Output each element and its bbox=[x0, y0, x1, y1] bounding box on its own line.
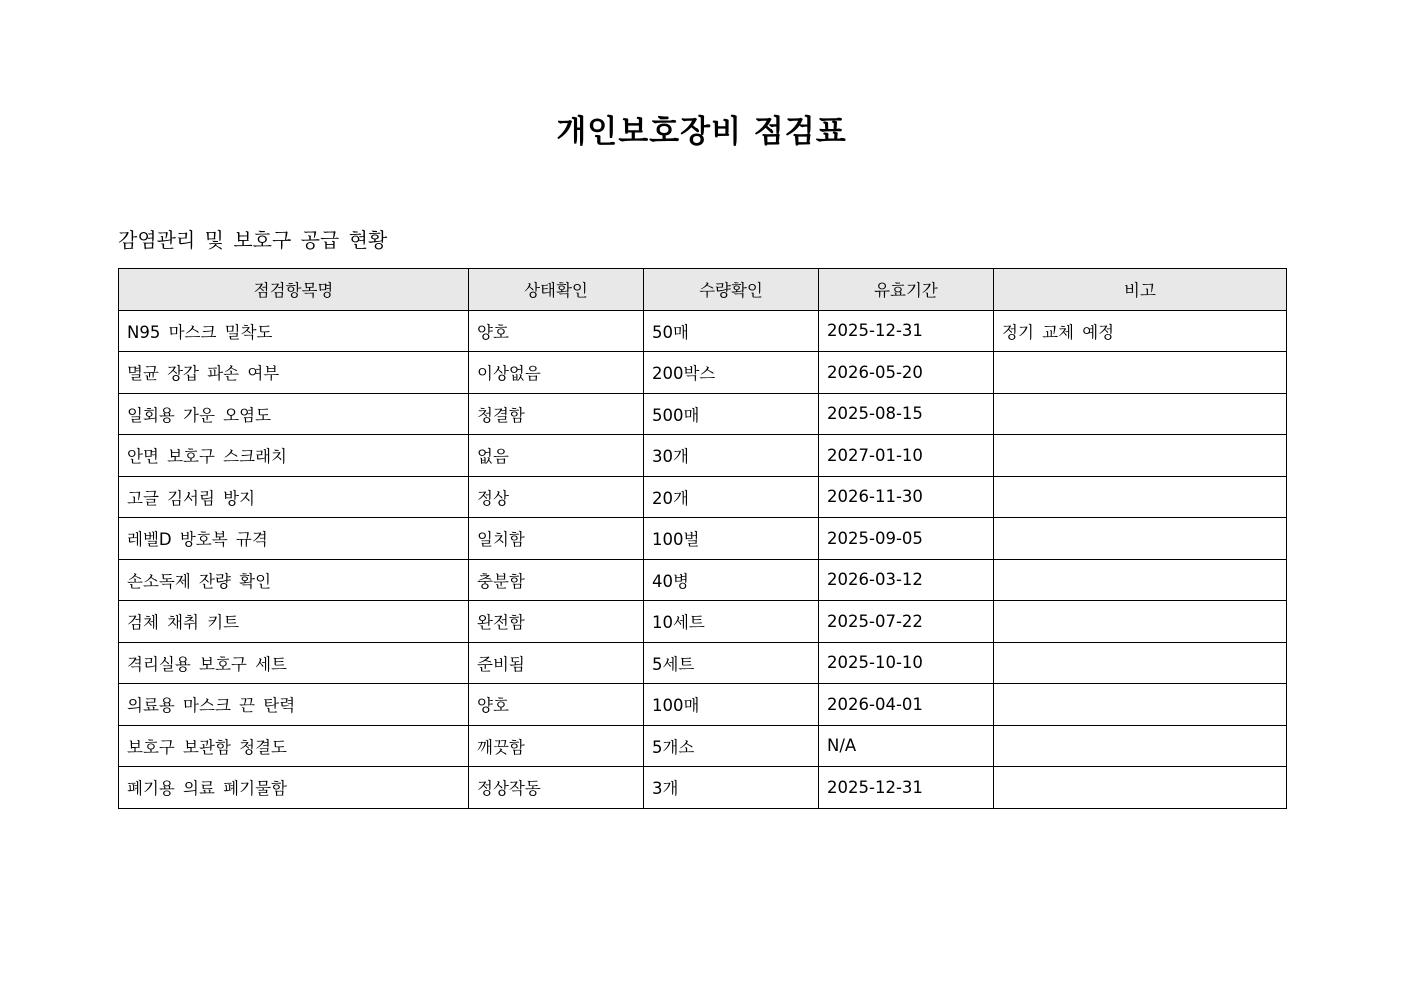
table-row bbox=[119, 310, 1287, 352]
cell-notes bbox=[994, 684, 1287, 726]
cell-status: 청결함 bbox=[469, 393, 644, 435]
cell-quantity: 20개 bbox=[644, 476, 819, 518]
table-body bbox=[119, 310, 1287, 808]
header-notes: 비고 bbox=[994, 269, 1287, 311]
table-row bbox=[119, 601, 1287, 643]
table-row bbox=[119, 559, 1287, 601]
cell-notes bbox=[994, 642, 1287, 684]
cell-quantity: 30개 bbox=[644, 435, 819, 477]
cell-item-name: 고글 김서림 방지 bbox=[119, 476, 469, 518]
cell-expiry: 2026-05-20 bbox=[819, 352, 994, 394]
cell-status: 이상없음 bbox=[469, 352, 644, 394]
cell-status: 깨끗함 bbox=[469, 725, 644, 767]
table-row bbox=[119, 518, 1287, 560]
cell-quantity: 200박스 bbox=[644, 352, 819, 394]
cell-expiry: 2026-11-30 bbox=[819, 476, 994, 518]
cell-expiry: 2025-10-10 bbox=[819, 642, 994, 684]
table-row bbox=[119, 352, 1287, 394]
cell-status: 양호 bbox=[469, 310, 644, 352]
cell-quantity: 40병 bbox=[644, 559, 819, 601]
cell-expiry: 2025-09-05 bbox=[819, 518, 994, 560]
cell-quantity: 500매 bbox=[644, 393, 819, 435]
inspection-table bbox=[118, 268, 1287, 809]
cell-quantity: 100매 bbox=[644, 684, 819, 726]
cell-item-name: 보호구 보관함 청결도 bbox=[119, 725, 469, 767]
section-title: 감염관리 및 보호구 공급 현황 bbox=[118, 228, 388, 252]
cell-item-name: 의료용 마스크 끈 탄력 bbox=[119, 684, 469, 726]
cell-item-name: N95 마스크 밀착도 bbox=[119, 310, 469, 352]
cell-notes bbox=[994, 435, 1287, 477]
cell-item-name: 손소독제 잔량 확인 bbox=[119, 559, 469, 601]
table-row bbox=[119, 767, 1287, 809]
cell-item-name: 레벨D 방호복 규격 bbox=[119, 518, 469, 560]
cell-item-name: 멸균 장갑 파손 여부 bbox=[119, 352, 469, 394]
cell-notes bbox=[994, 559, 1287, 601]
cell-item-name: 검체 채취 키트 bbox=[119, 601, 469, 643]
cell-expiry: 2026-03-12 bbox=[819, 559, 994, 601]
cell-notes: 정기 교체 예정 bbox=[994, 310, 1287, 352]
cell-item-name: 폐기용 의료 폐기물함 bbox=[119, 767, 469, 809]
cell-item-name: 일회용 가운 오염도 bbox=[119, 393, 469, 435]
cell-status: 정상작동 bbox=[469, 767, 644, 809]
header-quantity: 수량확인 bbox=[644, 269, 819, 311]
cell-notes bbox=[994, 767, 1287, 809]
cell-status: 충분함 bbox=[469, 559, 644, 601]
cell-quantity: 5개소 bbox=[644, 725, 819, 767]
cell-notes bbox=[994, 725, 1287, 767]
cell-quantity: 50매 bbox=[644, 310, 819, 352]
cell-status: 정상 bbox=[469, 476, 644, 518]
cell-notes bbox=[994, 352, 1287, 394]
cell-notes bbox=[994, 601, 1287, 643]
cell-status: 양호 bbox=[469, 684, 644, 726]
cell-expiry: 2027-01-10 bbox=[819, 435, 994, 477]
table-row bbox=[119, 725, 1287, 767]
table-row bbox=[119, 435, 1287, 477]
header-item-name: 점검항목명 bbox=[119, 269, 469, 311]
cell-quantity: 3개 bbox=[644, 767, 819, 809]
cell-status: 준비됨 bbox=[469, 642, 644, 684]
header-expiry: 유효기간 bbox=[819, 269, 994, 311]
table-header bbox=[119, 269, 1287, 311]
cell-quantity: 100벌 bbox=[644, 518, 819, 560]
cell-expiry: 2025-07-22 bbox=[819, 601, 994, 643]
cell-item-name: 안면 보호구 스크래치 bbox=[119, 435, 469, 477]
table-row bbox=[119, 642, 1287, 684]
page-title: 개인보호장비 점검표 bbox=[556, 114, 847, 150]
cell-expiry: 2025-12-31 bbox=[819, 767, 994, 809]
table-row bbox=[119, 684, 1287, 726]
cell-item-name: 격리실용 보호구 세트 bbox=[119, 642, 469, 684]
cell-notes bbox=[994, 393, 1287, 435]
cell-expiry: N/A bbox=[819, 725, 994, 767]
header-row bbox=[119, 269, 1287, 311]
cell-status: 일치함 bbox=[469, 518, 644, 560]
header-status: 상태확인 bbox=[469, 269, 644, 311]
cell-quantity: 10세트 bbox=[644, 601, 819, 643]
table-row bbox=[119, 476, 1287, 518]
cell-quantity: 5세트 bbox=[644, 642, 819, 684]
cell-expiry: 2025-08-15 bbox=[819, 393, 994, 435]
cell-expiry: 2026-04-01 bbox=[819, 684, 994, 726]
table-row bbox=[119, 393, 1287, 435]
cell-status: 없음 bbox=[469, 435, 644, 477]
cell-notes bbox=[994, 518, 1287, 560]
cell-notes bbox=[994, 476, 1287, 518]
cell-status: 완전함 bbox=[469, 601, 644, 643]
cell-expiry: 2025-12-31 bbox=[819, 310, 994, 352]
